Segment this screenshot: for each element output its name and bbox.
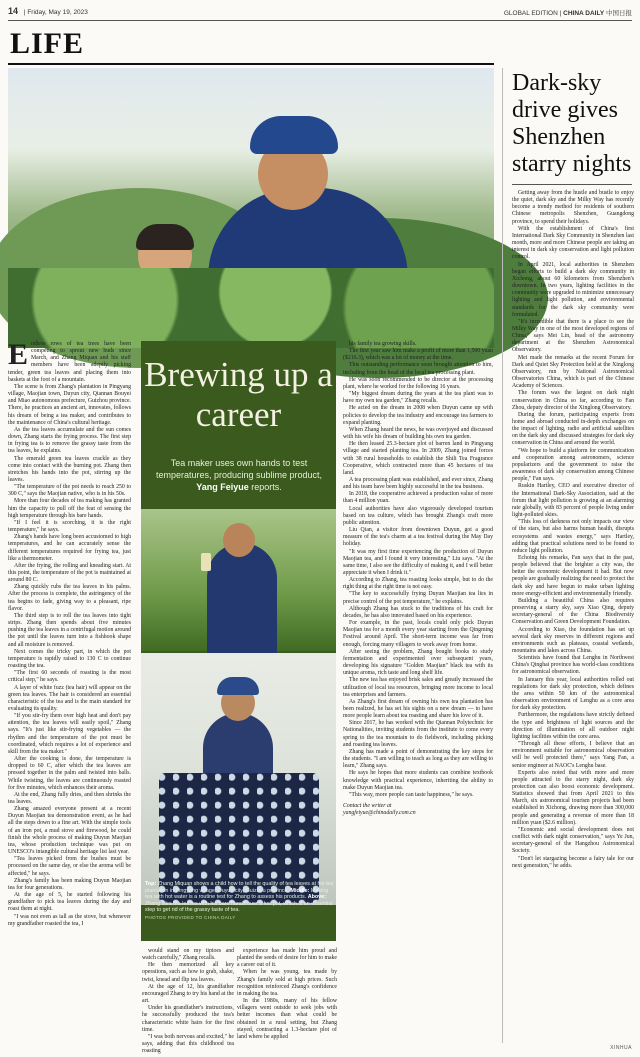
paragraph: "It's incredible that there is a place to see the Milky Way in one of the most developed regions of China," says Mei Lin, head of the astronomy department at the Shenzhen Astronomical Observatory. xyxy=(512,318,634,354)
paragraph: Zhang quickly rubs the tea leaves in his palms. After the process is complete, the astringency of the tea begins to fade, giving way to a pleasant, ripe flavor. xyxy=(8,584,131,612)
paragraph: As Zhang's first dream of owning his own tea plantation has been realized, he has set his sights on a new dream — to have more people learn about tea roasting and share his love of it. xyxy=(343,698,493,720)
paragraph: "This way, more people can taste happiness," he says. xyxy=(349,791,474,798)
paragraph: When Zhang heard the news, he was overjoyed and discussed with his wife his dream of building his own tea garden. xyxy=(343,426,493,441)
byline: Yang Feiyue xyxy=(196,482,249,492)
paragraph: He says he hopes that more students can combine textbook knowledge with practical experience, inheriting the ability to make Duyun Maojian tea. xyxy=(343,770,493,791)
feature-column-3 xyxy=(343,341,493,1041)
paragraph: The forum was the largest on dark night conservation in China so far, according to Fan Zhou, deputy director of the Xinglong Observatory. xyxy=(512,390,634,411)
sidebar-headline: Dark-sky drive gives Shenzhen starry nights xyxy=(512,70,632,177)
page-number: 14 xyxy=(8,6,19,16)
paragraph: After the cooking is done, the temperature is dropped to 60 C, after which the tea leaves are pressed together in the palm and twisted into balls. While twisting, the leaves are continuously roasted for five minutes, which enhances their aroma. xyxy=(8,756,131,791)
paragraph: "If I feel it is scorching, it is the right temperature," he says. xyxy=(8,519,131,534)
paragraph: "The key to successfully frying Duyun Maojian tea lies in precise control of the pot temperature," he explains. xyxy=(343,591,493,605)
paragraph: After seeing the problem, Zhang bought books to study fermentation and experimented over subsequent years, developing his signature "Golden Maojian" black tea with its unique aroma, rich taste and long shelf life. xyxy=(343,648,493,677)
paragraph: Ruskin Hartley, CEO and executive director of the International Dark-Sky Association, said at the forum that light pollution is growing at an alarming rate globally, with 83 percent of people living under light-polluted skies. xyxy=(512,483,634,519)
paragraph: At the age of 5, he started following his grandfather to pick tea leaves during the day and roast them at night. xyxy=(8,892,131,913)
paragraph: In January this year, local authorities rolled out regulations for dark sky protection, which defines the area within 50 km of the astronomical observation environment of Lenghu as a core area for dark sky protection. xyxy=(512,676,634,712)
paragraph: "Tea leaves picked from the bushes must be processed on the same day, or else the aroma will be affected," he says. xyxy=(8,856,131,877)
paragraph: Zhang's family has been making Duyun Maojian tea for four generations. xyxy=(8,877,131,891)
paragraph: In 2018, the cooperative achieved a production value of more than 4 million yuan. xyxy=(343,491,493,505)
paragraph: The new tea has enjoyed brisk sales and greatly increased the utilization of local tea resources, bringing more income to local tea enterprises and farmers. xyxy=(343,677,493,698)
above-photo xyxy=(141,653,336,905)
paragraph: He acted on the dream in 2008 when Duyun came up with policies to develop the tea industry and encourage tea farmers to expand planting. xyxy=(343,405,493,426)
middle-photo xyxy=(141,509,336,651)
paragraph: The third step is to roll the tea leaves into tight strips. Zhang then spends about five minutes pushing the tea leaves in a centrifugal motion around the pot until the leaves turn into a fishhook shape and all moisture is removed. xyxy=(8,612,131,648)
paragraph: Endless rows of tea trees have been competing to sprout new buds since March, and Zhang Miquan and his staff members have been adeptly picking tender, green tea leaves and placing them into baskets at the foot of a mountain. xyxy=(8,338,131,383)
feature-headline: Brewing up a career xyxy=(144,355,333,434)
paragraph: Echoing his remarks, Fan says that in the past, people believed that the brighter a city was, the better the economic development it had. But now people are gradually realizing the need to protect the dark sky and have begun to make urban lighting more energy-efficient and environmentally friendly. xyxy=(512,554,635,597)
feature-column-2b xyxy=(237,948,337,1042)
paragraph: "I was both nervous and excited," he says, adding that this childhood tea roasting xyxy=(142,1033,234,1055)
paragraph: experience has made him proud and planted the seeds of desire for him to make a career out of it. xyxy=(237,948,337,969)
paragraph: Scientists have found that Lenghu in Northwest China's Qinghai province has world-class conditions for astronomical observation. xyxy=(512,655,634,676)
paragraph: At the end, Zhang fully dries, and then shrinks the tea leaves. xyxy=(8,791,131,805)
paragraph: "My biggest dream during the years at the tea plant was to have my own tea garden," Zhang recalls. xyxy=(343,391,493,405)
issue-date: | Friday, May 19, 2023 xyxy=(23,9,88,16)
paragraph: Getting away from the hustle and bustle to enjoy the quiet, dark sky and the Milky Way has recently become a trendy method for residents of southern Chinese metropolis Shenzhen, Guangdong province, to spend their holidays. xyxy=(512,190,634,225)
paragraph: Furthermore, the regulations have strictly defined the type and brightness of light sources and the direction of illumination of all outdoor night lighting facilities within the core area. xyxy=(512,712,634,740)
paragraph: Zhang has made a point of demonstrating the key steps for the students. "I am willing to teach as long as they are willing to learn," Zhang says. xyxy=(343,748,493,770)
paragraph: Building a beautiful China also requires preserving a starry sky, says Xiao Qing, deputy secretary-general of the China Biodiversity Conservation and Green Development Foundation. xyxy=(512,597,634,626)
footer-credit: XINHUA xyxy=(610,1045,632,1051)
paragraph: "The first 60 seconds of roasting is the most critical step," he says. xyxy=(8,670,131,684)
paragraph: According to Xiao, the foundation has set up several dark sky reserves in different regions and environments such as plateaus, coastal wetlands, mountains and lakes across China. xyxy=(512,626,634,654)
paragraph: Mei made the remarks at the recent Forum for Dark and Quiet Sky Protection held at the Xinglong Observatory, run by National Astronomical Observatories China, which is part of the Chinese Academy of Sciences. xyxy=(512,354,634,390)
paragraph: This outstanding performance soon brought attention to him, including from the head of the local tea processing plant. xyxy=(343,362,493,376)
paragraph: his family tea growing skills. xyxy=(349,341,417,347)
paragraph: would stand on my tiptoes and watch carefully," Zhang recalls. xyxy=(142,948,234,962)
section-rule xyxy=(8,63,494,65)
paragraph: A layer of white fuzz (tea hair) will appear on the green tea leaves. The hair is considered an essential characteristic of the tea and is the main standard for evaluating its quality. xyxy=(8,684,131,712)
paragraph: After the frying, the rolling and kneading start. At this point, the temperature of the pot is maintained at around 80 C. xyxy=(8,562,131,584)
paragraph: The first year saw him make a profit of more than 1,500 yuan ($216.3), which was a lot of money at the time. xyxy=(343,348,493,362)
sidebar-story-body xyxy=(512,190,634,1038)
feature-column-1 xyxy=(8,338,131,1041)
paragraph: Zhang's hands have long been accustomed to high temperatures, and he can accurately sense the different temperatures required for frying tea, just like a thermometer. xyxy=(8,534,131,562)
paragraph: In the 1980s, many of his fellow villagers went outside to seek jobs with better incomes than what could be obtained in a rural setting, but Zhang stayed, contracting a 1.3-hectare plot of land where he applied xyxy=(237,998,337,1040)
paragraph: He was soon recommended to be director at the processing plant, where he worked for the following 16 years. xyxy=(343,376,493,390)
paragraph: At the age of 12, his grandfather encouraged Zhang to try his hand at the art. xyxy=(142,983,234,1005)
paragraph: According to Zhang, tea roasting looks simple, but to do the right thing at the right time is not easy. xyxy=(343,577,493,591)
paragraph: He then memorized all key operations, such as how to grab, shake, twist, knead and flip tea leaves. xyxy=(142,962,234,983)
paragraph: When he was young, tea made by Zhang's family sold at high prices. Such recognition reinforced Zhang's confidence in making the tea. xyxy=(237,969,337,997)
paragraph: The emerald green tea leaves crackle as they come into contact with the burning pot. Zhang then stretches his hands into the pot, stirring up the leaves. xyxy=(8,455,131,483)
paper-name: CHINA DAILY xyxy=(563,10,605,17)
photo-caption: Top: Zhang Miquan shows a child how to tell the quality of tea leaves at his tea plantation in Pingyang village, Duyun city, Guizhou province. Middle: Making tea with hot water is a routine test for Zhang to assess his products. Above: Zhang stirs tea leaves with his bare hands over a hot pot, which is an essential step to get rid of the grassy taste of tea. PHOTOS PROVIDED TO CHINA DAILY xyxy=(145,881,334,920)
paragraph: With the establishment of China's first International Dark Sky Community in Shenzhen last month, more and more Chinese people are taking an interest in dark sky conservation and light pollution control. xyxy=(512,225,634,261)
page-header xyxy=(8,6,632,20)
paragraph: During the forum, participating experts from home and abroad conducted in-depth exchanges on the impact of lighting, radio and artificial satellites on the dark sky and discussed strategies for dark sky conservation in China and around the world. xyxy=(512,411,634,447)
paragraph: "Economic and social development does not conflict with dark night conservation," says Ye Jun, secretary-general of the Hangzhou Astronomical Society. xyxy=(512,826,634,855)
feature-deck: Tea maker uses own hands to test temperatures, producing sublime product, Yang Feiyue reports. xyxy=(155,458,323,492)
paragraph: "This loss of darkness not only impacts our view of the stars, but also harms human health, disrupts ecosystems and wastes energy," says Hartley, adding that practical solutions need to be found to reduce light pollution. xyxy=(512,519,634,554)
paper-name-chinese: 中国日报 xyxy=(606,10,632,17)
paragraph: "Through all these efforts, I believe that an environment suitable for astronomical observation will be well protected there," says Yang Fan, a senior engineer at NAOC's Lenghu base. xyxy=(512,741,634,769)
paragraph: "The temperature of the pot needs to reach 250 to 300 C," says the Maojian native, who is in his 50s. xyxy=(8,484,131,498)
paragraph: Liu Qian, a visitor from downtown Duyun, got a good measure of the tea's charm at a tea festival during the May Day holiday. xyxy=(343,527,493,548)
paragraph: For example, in the past, locals could only pick Duyun Maojian tea for a month every year starting from the Qingming Festival around April. The short-term income was far from enough, forcing many villagers to work away from home. xyxy=(343,620,493,648)
feature-panel xyxy=(141,341,336,941)
paragraph: Local authorities have also vigorously developed tourism based on tea culture, which has brought Zhang's craft more public attention. xyxy=(343,505,493,526)
column-divider xyxy=(502,68,503,1043)
section-title: LIFE xyxy=(10,27,85,60)
paragraph: "If you stir-fry them over high heat and don't pay attention, the tea leaves will easily spoil," Zhang says. "It's just like stir-frying vegetables — the rhythm and the temperature of the pot must be coordinated, which requires a lot of experience and skill from the tea maker." xyxy=(8,713,131,755)
paragraph: He then leased 25.3-hectare plot of barren land in Pingyang village and started planting tea. In 2009, Zhang joined forces with 38 rural households to establish the Shili Tea Fragrance Cooperative, which contracted more than 45 hectares of tea land. xyxy=(343,441,493,476)
paragraph: As the tea leaves accumulate and the sun comes down, Zhang starts the frying process. The first step in frying tea is to remove the grassy taste from the tea leaves, he explains. xyxy=(8,426,131,455)
feature-column-2a xyxy=(142,948,234,1055)
hero-photo xyxy=(8,68,494,334)
header-rule xyxy=(8,20,632,21)
paragraph: "It was my first time experiencing the production of Duyun Maojian tea, and I found it very interesting," Liu says. "At the same time, I also see the difficulty of making it, and I will better appreciate it when I drink it." xyxy=(343,548,493,576)
paragraph: Next comes the tricky part, in which the pot temperature is rapidly raised to 130 C to continue roasting the tea. xyxy=(8,648,131,670)
contact-writer: Contact the writer at yangfeiyue@chinadaily.com.cn xyxy=(343,803,416,817)
photo-credit: PHOTOS PROVIDED TO CHINA DAILY xyxy=(145,914,236,920)
paragraph: A tea processing plant was established, and ever since, Zhang and his team have been highly successful in the tea business. xyxy=(343,476,493,491)
paragraph: Experts also noted that with more and more people attracted to the starry night, dark sky protection can also boost economic development. Statistics showed that from April 2021 to this March, six astronomical tourism projects had been established in Xichong, drawing more than 300,000 people and generating a revenue of more than 18 million yuan ($2.6 million). xyxy=(512,769,634,826)
sidebar-rule xyxy=(512,184,632,185)
paragraph: Although Zhang has stuck to the traditions of his craft for decades, he has also innovated based on his experience. xyxy=(343,605,493,619)
paragraph: "We hope to build a platform for communication and cooperation among astronomers, science popularizers and the government to raise the awareness of dark sky conservation among Chinese people," Fan says. xyxy=(512,447,634,483)
paragraph: Under his grandfather's instructions, he successfully produced the tea's characteristic white hairs for the first time. xyxy=(142,1005,234,1033)
paragraph: The scene is from Zhang's plantation in Pingyang village, Maojian town, Duyun city, Qiannan Bouyei and Miao autonomous prefecture, Guizhou province. There, he practices an ancient art, innovates, follows his dream of being a tea maker, and contributes to the maintenance of China's cultural heritage. xyxy=(8,383,131,426)
edition-label: GLOBAL EDITION xyxy=(503,10,558,17)
paragraph: "I was not even as tall as the stove, but whenever my grandfather roasted the tea, I xyxy=(8,913,131,927)
drop-cap: E xyxy=(8,338,29,371)
masthead-right: GLOBAL EDITION | CHINA DAILY 中国日报 xyxy=(503,10,632,17)
contact-email[interactable]: yangfeiyue@chinadaily.com.cn xyxy=(343,810,416,817)
paragraph: Since 2017, he has worked with the Qiannan Polytechnic for Nationalities, inviting students from the institute to come every spring to the tea mountain to do fieldwork, including picking and roasting tea leaves. xyxy=(343,720,493,748)
paragraph: In April 2021, local authorities in Shenzhen began efforts to build a dark sky community in Xichong, about 60 kilometers from Shenzhen's downtown. In two years, lighting facilities in the community were upgraded to minimize unnecessary lighting and light pollution, and environmental standards for the dark sky community were formulated. xyxy=(512,261,634,318)
paragraph: "Don't let stargazing become a fairy tale for our next generation," he adds. xyxy=(512,855,634,869)
paragraph: Zhang amazed everyone present at a recent Duyun Maojian tea demonstration event, as he had all the steps down to a fine art. With the simple tools of an iron pot, a mud stove and firewood, he could finish the whole process of making Duyun Maojian tea, whose production technique was put on UNESCO's intangible cultural heritage list last year. xyxy=(8,806,131,856)
paragraph: More than four decades of tea making has granted him the capacity to pull off the feat of sensing the high temperature through his bare hands. xyxy=(8,498,131,519)
